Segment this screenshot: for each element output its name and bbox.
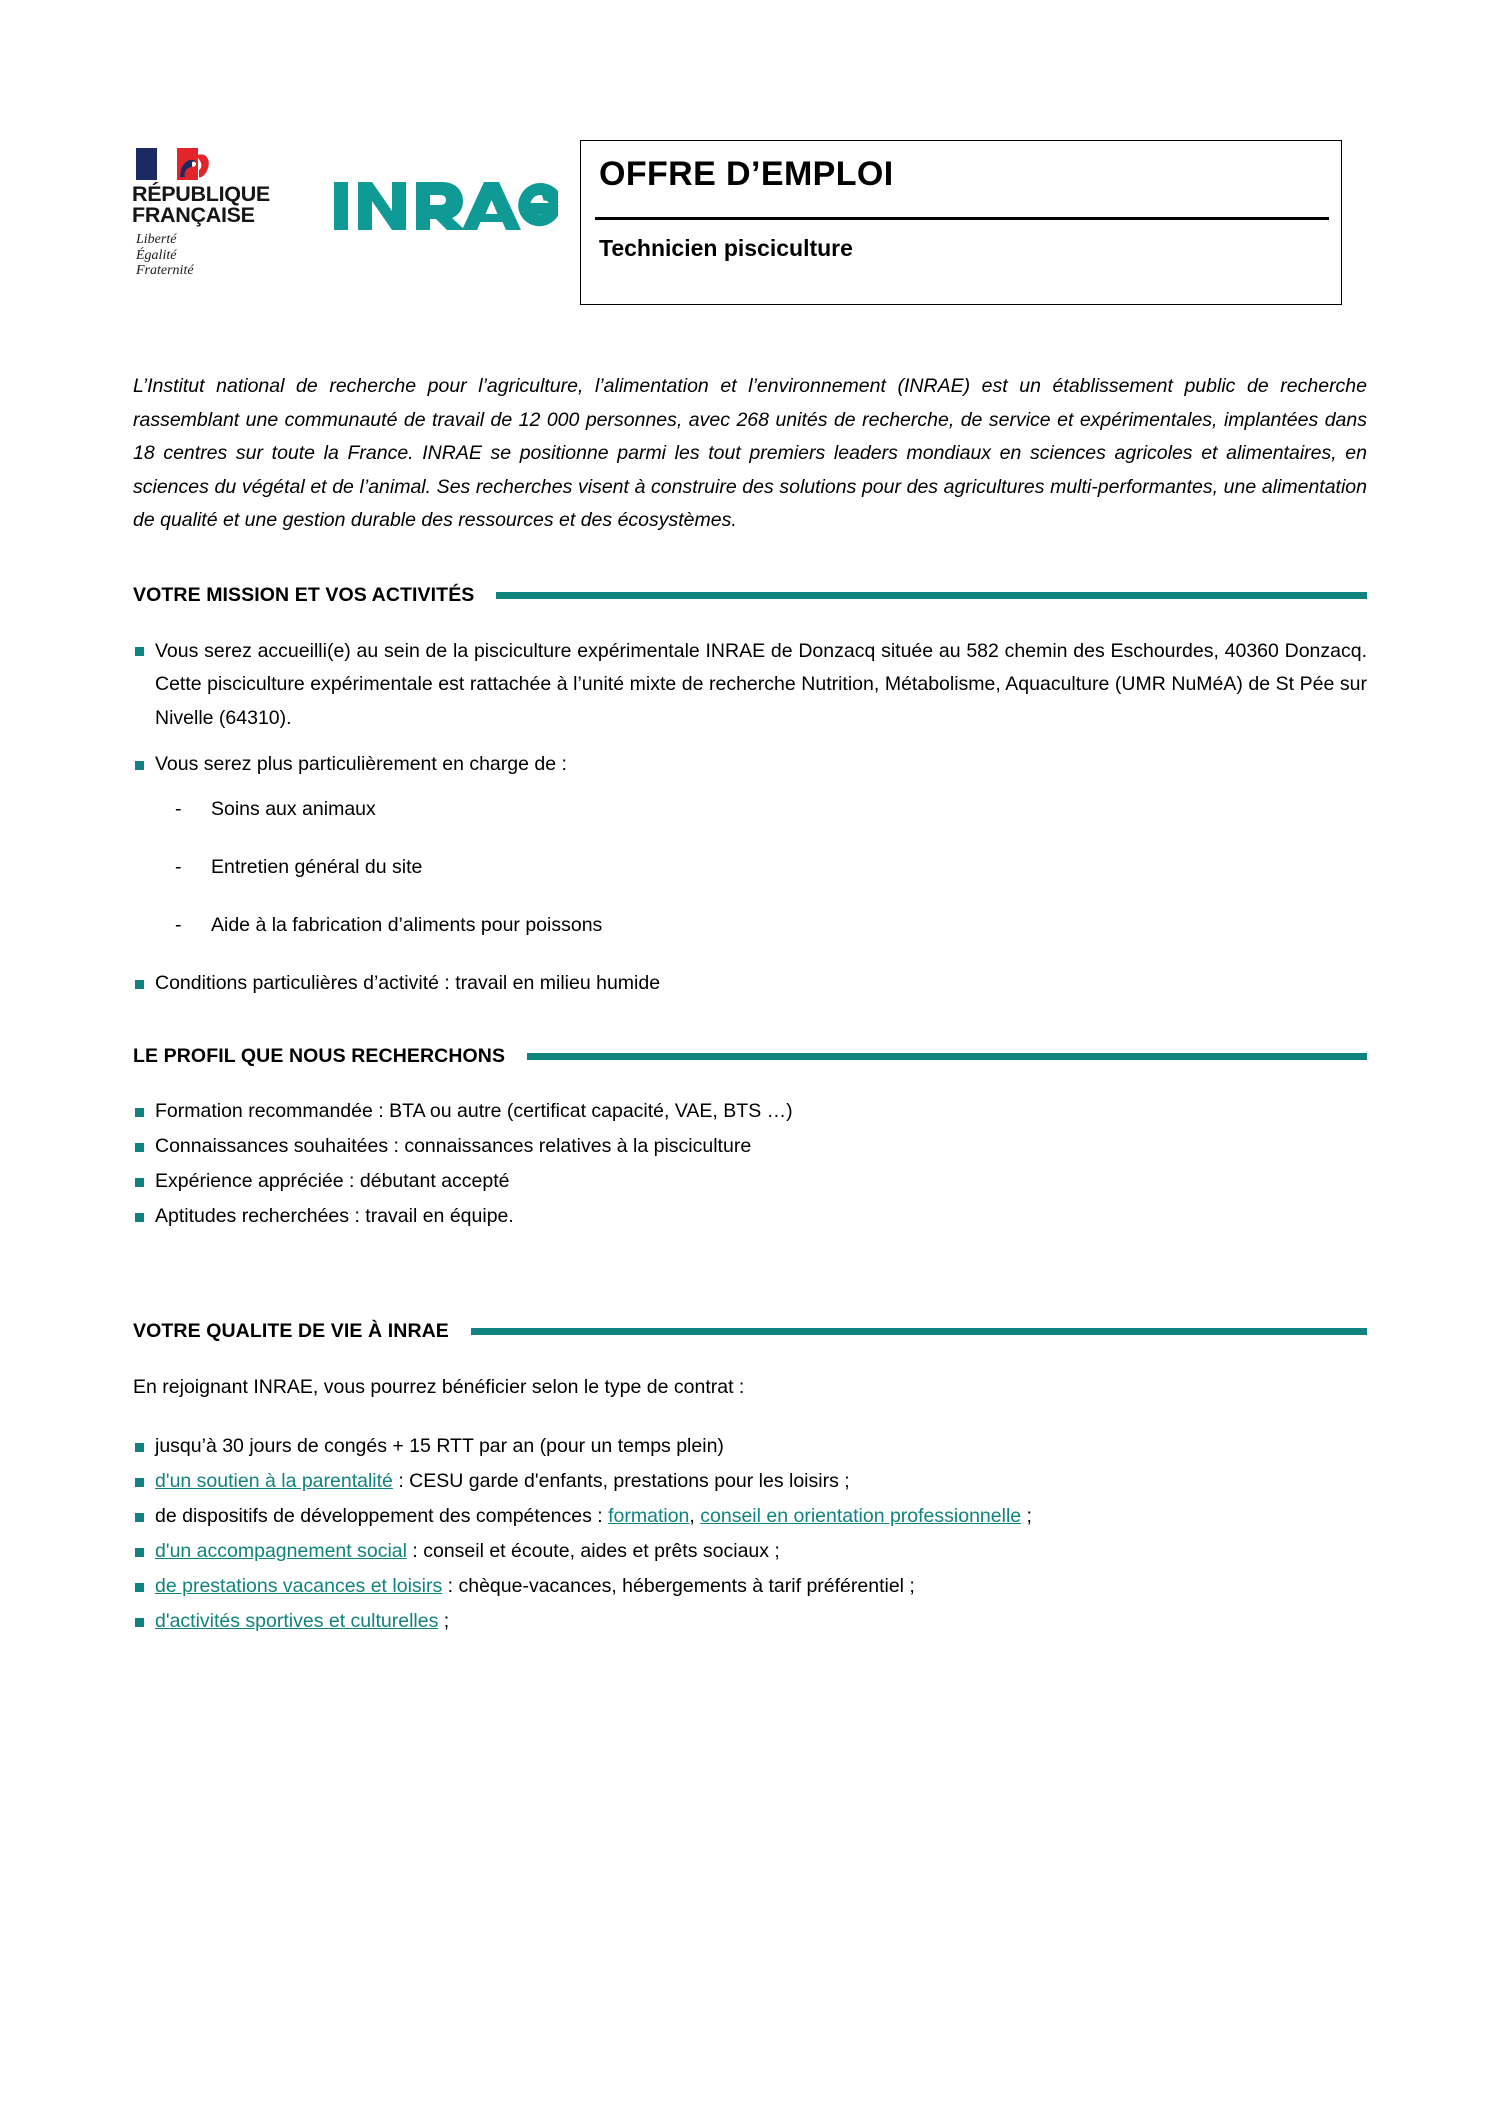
motto-egalite: Égalité bbox=[136, 247, 177, 263]
link-soutien-parentalite[interactable]: d'un soutien à la parentalité bbox=[155, 1469, 393, 1492]
page-title: OFFRE D’EMPLOI bbox=[599, 155, 894, 193]
benefit-conges-text: jusqu’à 30 jours de congés + 15 RTT par an (pour un temps plein) bbox=[155, 1434, 724, 1457]
link-accompagnement-social[interactable]: d'un accompagnement social bbox=[155, 1539, 407, 1562]
job-title: Technicien pisciculture bbox=[599, 235, 853, 261]
profile-list bbox=[133, 1096, 1367, 1232]
francaise-line: FRANÇAISE bbox=[132, 203, 255, 227]
profile-item-formation: Formation recommandée : BTA ou autre (certificat capacité, VAE, BTS …) bbox=[133, 1096, 1367, 1127]
benefit-parentalite-rest: : CESU garde d'enfants, prestations pour les loisirs ; bbox=[392, 1469, 850, 1492]
mission-bullet-conditions: Conditions particulières d’activité : travail en milieu humide bbox=[133, 968, 1367, 999]
benefit-competences bbox=[133, 1501, 1367, 1532]
republique-francaise-logo bbox=[132, 148, 282, 279]
link-formation[interactable]: formation bbox=[608, 1504, 690, 1527]
job-offer-title-box bbox=[580, 140, 1342, 305]
republique-francaise-name bbox=[132, 184, 282, 226]
section-heading-mission-label: VOTRE MISSION ET VOS ACTIVITÉS bbox=[133, 583, 475, 606]
motto-fraternite: Fraternité bbox=[136, 263, 194, 278]
benefit-vacances-loisirs bbox=[133, 1571, 1367, 1602]
section-spacer bbox=[133, 1236, 1367, 1274]
benefit-competences-mid: , bbox=[689, 1504, 701, 1527]
section-heading-mission bbox=[133, 584, 1367, 607]
mission-task-list bbox=[133, 794, 1367, 941]
benefit-activites-sportives bbox=[133, 1606, 1367, 1637]
benefit-parentalite bbox=[133, 1466, 1367, 1497]
republic-motto bbox=[136, 232, 282, 279]
section-heading-profile bbox=[133, 1045, 1367, 1068]
benefit-vacances-rest: : chèque-vacances, hébergements à tarif préférentiel ; bbox=[442, 1574, 915, 1597]
section-heading-quality-of-life bbox=[133, 1320, 1367, 1343]
flag-band-white bbox=[157, 148, 178, 180]
benefits-list bbox=[133, 1431, 1367, 1637]
task-item: - Soins aux animaux bbox=[133, 794, 1367, 825]
benefit-competences-post: ; bbox=[1021, 1504, 1032, 1527]
document-body bbox=[133, 370, 1367, 1641]
quality-of-life-lead: En rejoignant INRAE, vous pourrez bénéficier selon le type de contrat : bbox=[133, 1376, 745, 1398]
benefit-accompagnement-rest: : conseil et écoute, aides et prêts sociaux ; bbox=[406, 1539, 780, 1562]
link-prestations-vacances-loisirs[interactable]: de prestations vacances et loisirs bbox=[155, 1574, 443, 1597]
benefit-conges bbox=[133, 1431, 1367, 1462]
section-heading-profile-label: LE PROFIL QUE NOUS RECHERCHONS bbox=[133, 1045, 506, 1067]
mission-bullet-location: Vous serez accueilli(e) au sein de la pisciculture expérimentale INRAE de Donzacq située au 582 chemin des Eschourdes, 40360 Donzacq. Cette pisciculture expérimentale est rattachée à l’unité mixte de recherche Nutrition, Métabolisme, Aquaculture (UMR NuMéA) de St Pée sur Nivelle (64310). bbox=[133, 635, 1367, 736]
republique-line: RÉPUBLIQUE bbox=[132, 182, 270, 206]
benefit-competences-pre: de dispositifs de développement des compétences : bbox=[155, 1504, 609, 1527]
profile-item-connaissances: Connaissances souhaitées : connaissances relatives à la pisciculture bbox=[133, 1131, 1367, 1162]
link-activites-sportives-culturelles[interactable]: d'activités sportives et culturelles bbox=[155, 1609, 439, 1632]
motto-liberte: Liberté bbox=[136, 232, 177, 247]
inrae-wordmark-icon bbox=[334, 178, 558, 234]
title-divider bbox=[595, 217, 1329, 220]
intro-paragraph: L’Institut national de recherche pour l’agriculture, l’alimentation et l’environnement (INRAE) est un établissement public de recherche rassemblant une communauté de travail de 12 000 personnes, avec 268 unités de recherche, de service et expérimentales, implantées dans 18 centres sur toute la France. INRAE se positionne parmi les tout premiers leaders mondiaux en sciences agricoles et alimentaires, en sciences du végétal et de l’animal. Ses recherches visent à construire des solutions pour des agricultures multi-performantes, une alimentation de qualité et une gestion durable des ressources et des écosystèmes. bbox=[133, 375, 1367, 531]
task-item: - Aide à la fabrication d’aliments pour poissons bbox=[133, 910, 1367, 941]
inrae-logo bbox=[334, 178, 558, 234]
mission-conditions-list bbox=[133, 968, 1367, 999]
document-header bbox=[0, 0, 1500, 320]
flag-band-blue bbox=[136, 148, 157, 180]
section-heading-rule bbox=[496, 592, 1367, 599]
mission-bullet-list bbox=[133, 635, 1367, 781]
profile-item-experience: Expérience appréciée : débutant accepté bbox=[133, 1166, 1367, 1197]
link-conseil-orientation-professionnelle[interactable]: conseil en orientation professionnelle bbox=[700, 1504, 1022, 1527]
section-heading-rule bbox=[527, 1053, 1367, 1060]
mission-bullet-charge: Vous serez plus particulièrement en charge de : bbox=[133, 749, 1367, 780]
marianne-profile-icon bbox=[179, 150, 213, 179]
benefit-accompagnement-social bbox=[133, 1536, 1367, 1567]
section-heading-rule bbox=[471, 1328, 1367, 1335]
profile-item-aptitudes: Aptitudes recherchées : travail en équipe. bbox=[133, 1201, 1367, 1232]
benefit-activites-rest: ; bbox=[438, 1609, 450, 1632]
task-item: - Entretien général du site bbox=[133, 852, 1367, 883]
french-flag-icon bbox=[136, 148, 198, 180]
section-heading-quality-of-life-label: VOTRE QUALITE DE VIE À INRAE bbox=[133, 1320, 449, 1342]
